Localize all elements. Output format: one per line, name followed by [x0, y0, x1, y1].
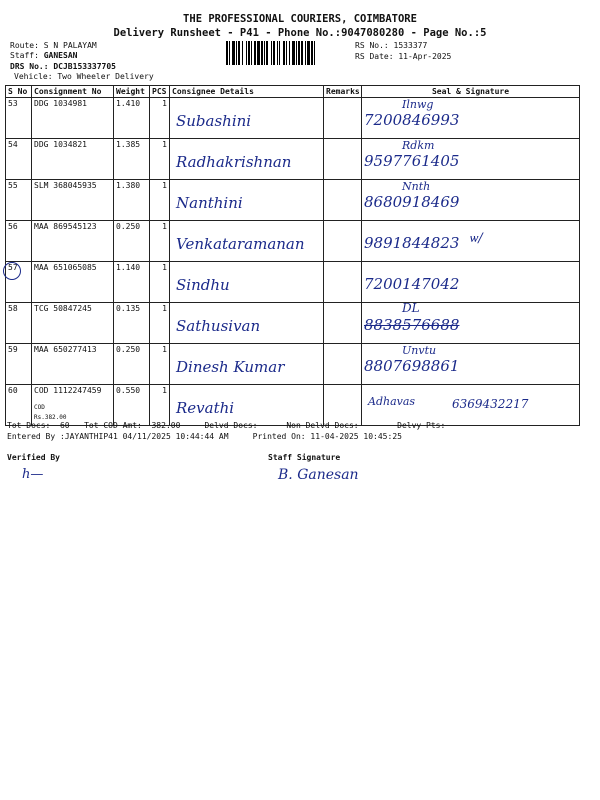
seal-signature-cell [362, 180, 580, 221]
route-label: Route: [10, 41, 39, 50]
seal-signature-cell [362, 344, 580, 385]
sno-cell: 58 [6, 303, 32, 344]
consignee-cell [170, 385, 324, 426]
consignment-cell: MAA 650277413 [32, 344, 114, 385]
consignee-cell [170, 180, 324, 221]
table-body [6, 98, 580, 426]
remarks-cell [324, 221, 362, 262]
consignee-cell [170, 98, 324, 139]
footer-totals: Tot Docs: 60 Tot COD Amt: 382.00 Delvd Docs: Non Delvd Docs: Delvy Pts: [7, 421, 446, 430]
drs-value: DCJB153337705 [53, 62, 116, 71]
table-header-row [6, 86, 580, 98]
footer-entered-by: Entered By :JAYANTHIP41 04/11/2025 10:44:44 AM Printed On: 11-04-2025 10:45:25 [7, 432, 402, 441]
col-header-weight: Weight [114, 86, 150, 98]
sno-cell: 54 [6, 139, 32, 180]
rs-no-label: RS No.: [355, 41, 389, 50]
consignment-cell: SLM 368045935 [32, 180, 114, 221]
rs-date-value: 11-Apr-2025 [398, 52, 452, 61]
table-row [6, 98, 580, 139]
handwritten-phone-number: 6369432217 [452, 397, 529, 411]
table-row [6, 180, 580, 221]
weight-cell: 1.410 [114, 98, 150, 139]
table-row [6, 385, 580, 426]
remarks-cell [324, 98, 362, 139]
consignee-handwritten-name: Revathi [176, 399, 235, 417]
consignment-cell: DDG 1034981 [32, 98, 114, 139]
rs-no-line [355, 41, 427, 51]
verifier-signature: ℎ— [22, 467, 44, 482]
sno-cell: 56 [6, 221, 32, 262]
consignee-cell [170, 221, 324, 262]
pcs-cell: 1 [150, 385, 170, 426]
handwritten-phone-number: 9597761405 [364, 152, 460, 170]
cod-amount-note: COD Rs.382.00 [34, 404, 67, 421]
remarks-cell [324, 180, 362, 221]
pcs-cell: 1 [150, 262, 170, 303]
handwritten-signature: Unvtu [402, 344, 437, 357]
col-header-pcs: PCS [150, 86, 170, 98]
barcode-image [226, 41, 348, 65]
runsheet-table [5, 85, 580, 426]
sno-cell: 55 [6, 180, 32, 221]
remarks-cell [324, 139, 362, 180]
seal-signature-cell [362, 139, 580, 180]
rs-date-line [355, 52, 451, 62]
drs-label: DRS No.: [10, 62, 49, 71]
handwritten-initial-signature: ѡ/ [470, 231, 483, 246]
handwritten-phone-number: 7200846993 [364, 111, 460, 129]
table-row [6, 262, 580, 303]
col-header-consignment: Consignment No [32, 86, 114, 98]
table-row [6, 139, 580, 180]
pcs-cell: 1 [150, 303, 170, 344]
weight-cell: 1.140 [114, 262, 150, 303]
handwritten-signature: Adhavas [368, 395, 416, 408]
staff-value: GANESAN [43, 51, 78, 60]
table-row [6, 344, 580, 385]
vehicle-line [14, 72, 154, 82]
handwritten-phone-number: 8680918469 [364, 193, 460, 211]
company-name: THE PROFESSIONAL COURIERS, COIMBATORE [183, 13, 417, 25]
consignee-handwritten-name: Nanthini [176, 194, 243, 212]
weight-cell: 1.380 [114, 180, 150, 221]
consignment-cell: MAA 869545123 [32, 221, 114, 262]
vehicle-value: Two Wheeler Delivery [57, 72, 154, 81]
seal-signature-cell [362, 385, 580, 426]
weight-cell: 0.250 [114, 221, 150, 262]
handwritten-circle-mark [3, 262, 21, 280]
handwritten-signature: Rdkm [402, 139, 435, 152]
consignee-handwritten-name: Sindhu [176, 276, 230, 294]
weight-cell: 1.385 [114, 139, 150, 180]
drs-line [10, 62, 116, 72]
weight-cell: 0.250 [114, 344, 150, 385]
consignee-handwritten-name: Venkataramanan [176, 235, 305, 253]
consignee-cell [170, 303, 324, 344]
staff-line [10, 51, 77, 61]
col-header-sno: S No [6, 86, 32, 98]
route-value: S N PALAYAM [43, 41, 97, 50]
staff-handwritten-signature: B. Ganesan [278, 467, 359, 483]
consignment-cell: MAA 651065085 [32, 262, 114, 303]
consignee-handwritten-name: Dinesh Kumar [176, 358, 285, 376]
table-row [6, 221, 580, 262]
consignee-handwritten-name: Sathusivan [176, 317, 261, 335]
weight-cell: 0.135 [114, 303, 150, 344]
consignee-handwritten-name: Radhakrishnan [176, 153, 292, 171]
handwritten-phone-number: 8838576688 [364, 316, 460, 334]
handwritten-phone-number: 8807698861 [364, 357, 460, 375]
pcs-cell: 1 [150, 98, 170, 139]
col-header-seal-signature: Seal & Signature [362, 86, 580, 98]
pcs-cell: 1 [150, 344, 170, 385]
seal-signature-cell [362, 303, 580, 344]
vehicle-label: Vehicle: [14, 72, 53, 81]
weight-cell: 0.550 [114, 385, 150, 426]
col-header-remarks: Remarks [324, 86, 362, 98]
seal-signature-cell [362, 98, 580, 139]
sno-cell: 53 [6, 98, 32, 139]
rs-date-label: RS Date: [355, 52, 394, 61]
staff-label: Staff: [10, 51, 39, 60]
seal-signature-cell [362, 262, 580, 303]
consignee-cell [170, 344, 324, 385]
table-row [6, 303, 580, 344]
consignee-cell [170, 262, 324, 303]
rs-no-value: 1533377 [393, 41, 428, 50]
route-line [10, 41, 97, 51]
sno-cell: 60 COD Rs.382.00 [6, 385, 32, 426]
handwritten-signature: DL [402, 301, 420, 315]
pcs-cell: 1 [150, 180, 170, 221]
remarks-cell [324, 385, 362, 426]
sno-cell: 59 [6, 344, 32, 385]
consignment-cell: COD 1112247459 [32, 385, 114, 426]
handwritten-signature: Nnth [402, 180, 431, 193]
col-header-consignee: Consignee Details [170, 86, 324, 98]
pcs-cell: 1 [150, 139, 170, 180]
consignee-cell [170, 139, 324, 180]
consignment-cell: DDG 1034821 [32, 139, 114, 180]
remarks-cell [324, 303, 362, 344]
consignment-cell: TCG 50847245 [32, 303, 114, 344]
consignee-handwritten-name: Subashini [176, 112, 252, 130]
remarks-cell [324, 262, 362, 303]
remarks-cell [324, 344, 362, 385]
handwritten-phone-number: 7200147042 [364, 275, 460, 293]
handwritten-signature: Ilnwg [402, 98, 434, 111]
runsheet-subtitle: Delivery Runsheet - P41 - Phone No.:9047080280 - Page No.:5 [113, 27, 487, 39]
staff-signature-label: Staff Signature [268, 453, 341, 462]
pcs-cell: 1 [150, 221, 170, 262]
sno-cell: 57 [6, 262, 32, 303]
handwritten-phone-number: 9891844823 [364, 234, 460, 252]
verified-by-label: Verified By [7, 453, 60, 462]
